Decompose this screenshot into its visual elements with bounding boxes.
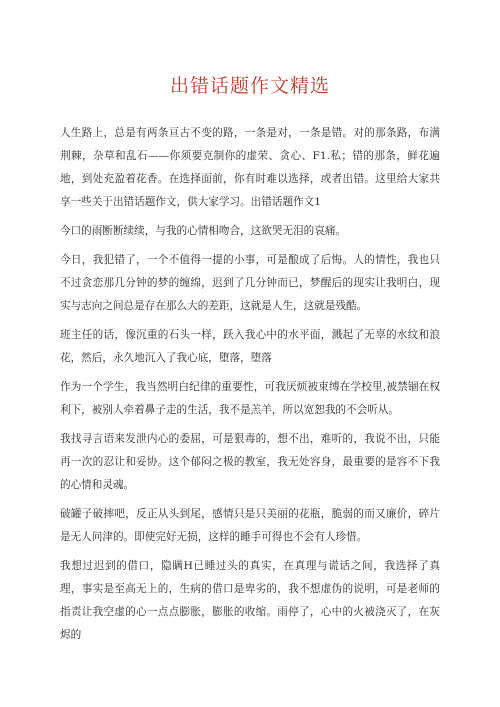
paragraph-teacher-words: 班主任的话，像沉重的石头一样，跃入我心中的水平面，溅起了无辜的水纹和浪花，然后，永久地沉入了我心底，堕落，堕落	[60, 329, 440, 364]
paragraph-mistake: 今日，我犯错了，一个不值得一提的小事，可是酿成了后悔。人的情性，我也只不过贪恋那几分钟的梦的缠绵，迟到了几分钟而已，梦醒后的现实让我明白，现实与志向之间总是存在那么大的差距，这就是人生，这就是残酷。	[60, 254, 440, 312]
paragraph-vase: 破罐子破摔吧，反正从头到尾，感情只是只美丽的花瓶，脆弱的而又廉价，碎片是无人问津的。即使完好无损，这样的睡手可得也不会有人珍惜。	[60, 508, 440, 543]
paragraph-excuse: 我想过迟到的借口，隐瞒H已睡过头的真实，在真理与谎话之间，我选择了真理，事实是至高无上的，生病的借口是卑劣的，我不想虚伪的说明，可是老师的指责让我空虚的心一点点膨胀，膨胀的收缩。雨停了，心中的火被浇灭了，在灰烬的	[60, 560, 440, 641]
paragraph-intro: 人生路上，总是有两条亘古不变的路，一条是对，一条是错。对的那条路，布满荆棘，杂草和乱石——你须要克制你的虚荣、贪心、F1.私；错的那条，鲜花遍地，到处充盈着花香。在选择面前，你有时难以选择，或者出错。这里给大家共享一些关于出错话题作文，供大家学习。出错话题作文1	[60, 127, 440, 208]
paragraph-rain: 今口的雨断断续续，与我的心情相吻合，这欲哭无泪的哀痛。	[60, 225, 347, 237]
document-body	[60, 122, 440, 647]
paragraph-grievance: 我找寻言语来发泄内心的委屈，可是狠毒的，想不出，难听的，我说不出，只能再一次的忍让和妥协。这个郁闷之极的教室，我无处容身，最重要的是容不下我的心情和灵魂。	[60, 433, 440, 491]
document-title: 出错话题作文精选	[169, 75, 330, 97]
paragraph-discipline: 作为一个学生，我当然明白纪律的重要性，可我厌烦被束缚在学校里,被禁锢在权利下，被别人牵着鼻子走的生活，我不是羔羊，所以宽恕我的不会听从。	[60, 381, 440, 416]
